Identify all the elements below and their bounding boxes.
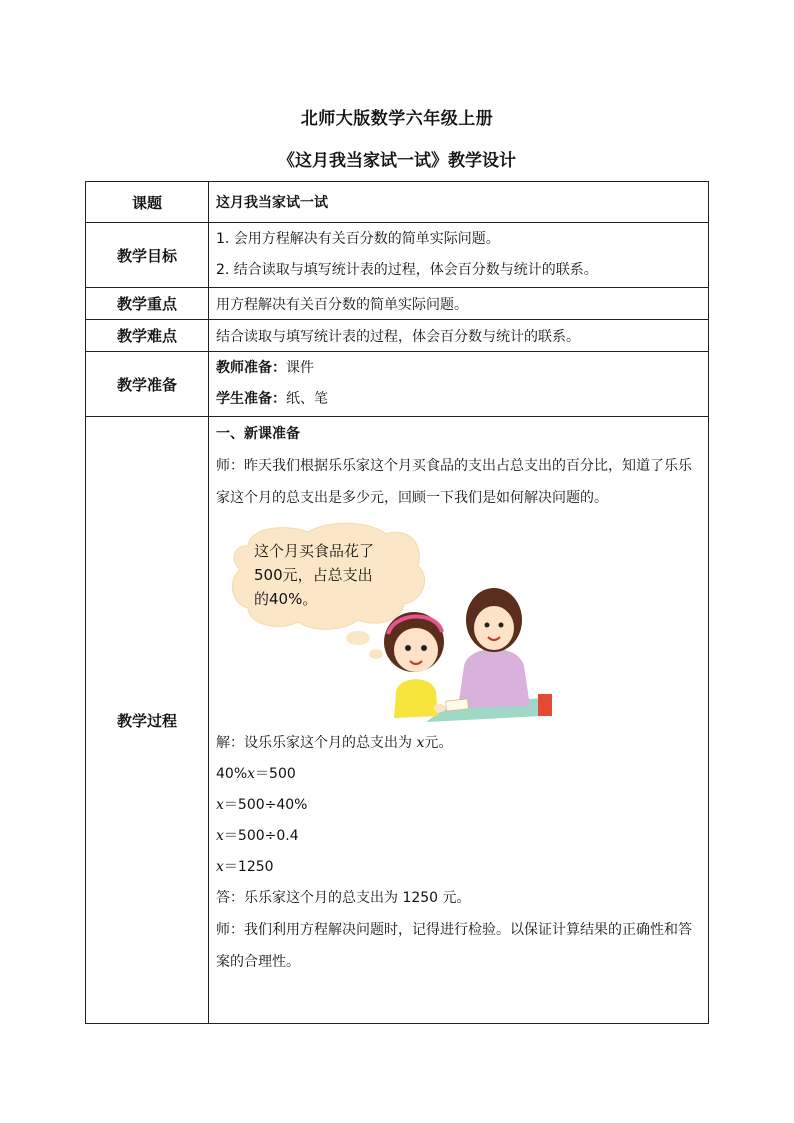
answer-text: 答：乐乐家这个月的总支出为 1250 元。 [216, 890, 471, 906]
label-difficult: 教学难点 [86, 320, 209, 352]
closing-text: 师：我们利用方程解决问题时，记得进行检验。以保证计算结果的正确性和答案的合理性。 [216, 922, 692, 970]
value-goals [209, 223, 709, 288]
student-prep-label: 学生准备： [216, 391, 286, 407]
teacher-prep-value: 课件 [286, 360, 314, 376]
mother-body [458, 649, 530, 708]
equation-2: x＝500÷40% [216, 797, 308, 813]
mother-face [474, 606, 514, 650]
intro-text: 师：昨天我们根据乐乐家这个月买食品的支出占总支出的百分比，知道了乐乐家这个月的总支出是多少元，回顾一下我们是如何解决问题的。 [216, 458, 692, 506]
row-difficult [86, 320, 709, 352]
lesson-plan-table [85, 181, 709, 1024]
label-process: 教学过程 [86, 417, 209, 1024]
doc-subtitle: 《这月我当家试一试》教学设计 [278, 151, 516, 171]
section-heading: 一、新课准备 [216, 426, 300, 442]
value-process [209, 417, 709, 1024]
equation-1: 40%x＝500 [216, 766, 296, 782]
label-key: 教学重点 [86, 288, 209, 320]
value-topic: 这月我当家试一试 [209, 182, 709, 223]
girl-eye-left [405, 645, 411, 651]
bubble-dot-large [346, 631, 370, 645]
girl-face [394, 628, 438, 672]
label-prep: 教学准备 [86, 352, 209, 417]
girl-body [394, 679, 438, 718]
doc-title: 北师大版数学六年级上册 [300, 109, 494, 129]
mother-daughter-illustration [218, 516, 558, 726]
solution-intro: 解：设乐乐家这个月的总支出为 x元。 [216, 735, 453, 751]
desk-edge [538, 694, 552, 716]
paper [446, 699, 469, 711]
mother-eye-right [499, 623, 504, 628]
row-goals [86, 223, 709, 288]
equation-4: x＝1250 [216, 859, 274, 875]
student-prep-value: 纸、笔 [286, 391, 328, 407]
value-key: 用方程解决有关百分数的简单实际问题。 [209, 288, 709, 320]
value-prep [209, 352, 709, 417]
teacher-prep-label: 教师准备： [216, 360, 286, 376]
mother-eye-left [485, 623, 490, 628]
bubble-line-2: 500元，占总支出 [254, 566, 373, 584]
row-process [86, 417, 709, 1024]
value-difficult: 结合读取与填写统计表的过程，体会百分数与统计的联系。 [209, 320, 709, 352]
label-topic: 课题 [86, 182, 209, 223]
row-key [86, 288, 709, 320]
illustration [216, 514, 701, 728]
goal-item: 1. 会用方程解决有关百分数的简单实际问题。 [216, 231, 500, 247]
row-prep [86, 352, 709, 417]
bubble-dot-small [369, 649, 383, 659]
girl-hand [434, 704, 446, 712]
label-goals: 教学目标 [86, 223, 209, 288]
equation-3: x＝500÷0.4 [216, 828, 299, 844]
row-topic [86, 182, 709, 223]
bubble-line-3: 的40%。 [254, 590, 318, 608]
goal-item: 2. 结合读取与填写统计表的过程，体会百分数与统计的联系。 [216, 262, 598, 278]
girl-eye-right [421, 645, 427, 651]
bubble-line-1: 这个月买食品花了 [254, 542, 375, 560]
